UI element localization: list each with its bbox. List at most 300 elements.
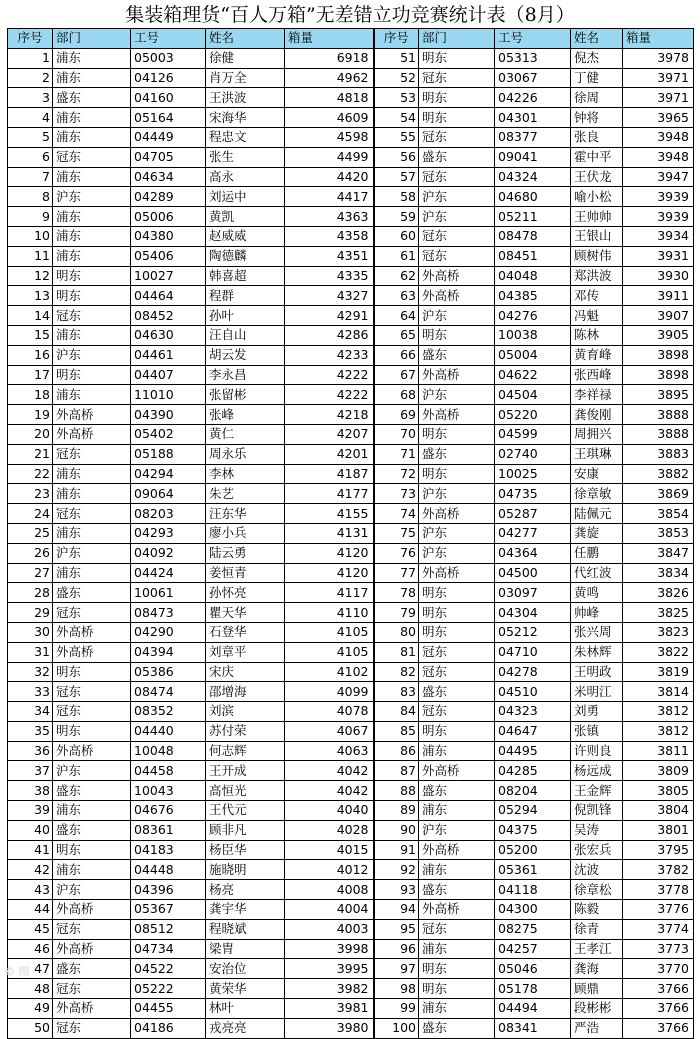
cell-seq: 27 xyxy=(8,563,53,583)
table-row xyxy=(8,48,694,68)
cell-qty: 3774 xyxy=(623,919,694,939)
cell-dept: 冠东 xyxy=(53,682,131,702)
cell-seq: 64 xyxy=(374,306,419,326)
cell-dept: 浦东 xyxy=(53,246,131,266)
cell-name: 廖小兵 xyxy=(206,523,285,543)
cell-seq: 97 xyxy=(374,959,419,979)
cell-qty: 4201 xyxy=(285,444,374,464)
cell-dept: 盛东 xyxy=(53,959,131,979)
cell-dept: 外高桥 xyxy=(419,286,495,306)
cell-name: 许则良 xyxy=(571,741,623,761)
table-row xyxy=(8,167,694,187)
cell-qty: 3939 xyxy=(623,207,694,227)
cell-dept: 明东 xyxy=(53,365,131,385)
table-row xyxy=(8,226,694,246)
cell-qty: 3981 xyxy=(285,999,374,1019)
cell-dept: 冠东 xyxy=(53,702,131,722)
cell-id: 04461 xyxy=(131,345,206,365)
cell-name: 郑洪波 xyxy=(571,266,623,286)
cell-seq: 46 xyxy=(8,939,53,959)
cell-name: 戎亮亮 xyxy=(206,1018,285,1038)
cell-name: 黄荣华 xyxy=(206,979,285,999)
cell-name: 杨臣华 xyxy=(206,840,285,860)
cell-qty: 4155 xyxy=(285,504,374,524)
cell-dept: 外高桥 xyxy=(419,563,495,583)
cell-dept: 盛东 xyxy=(53,88,131,108)
cell-id: 04294 xyxy=(131,464,206,484)
cell-id: 04226 xyxy=(495,88,571,108)
cell-name: 李永昌 xyxy=(206,365,285,385)
cell-name: 安治位 xyxy=(206,959,285,979)
cell-dept: 外高桥 xyxy=(419,840,495,860)
cell-seq: 2 xyxy=(8,68,53,88)
cell-name: 周拥兴 xyxy=(571,424,623,444)
cell-dept: 外高桥 xyxy=(419,761,495,781)
cell-seq: 96 xyxy=(374,939,419,959)
cell-seq: 57 xyxy=(374,167,419,187)
cell-qty: 4067 xyxy=(285,721,374,741)
cell-id: 05188 xyxy=(131,444,206,464)
cell-name: 石登华 xyxy=(206,622,285,642)
cell-seq: 6 xyxy=(8,147,53,167)
cell-seq: 25 xyxy=(8,523,53,543)
cell-qty: 3801 xyxy=(623,820,694,840)
cell-id: 03067 xyxy=(495,68,571,88)
cell-id: 04293 xyxy=(131,523,206,543)
cell-id: 04705 xyxy=(131,147,206,167)
cell-qty: 4105 xyxy=(285,642,374,662)
cell-dept: 冠东 xyxy=(53,147,131,167)
cell-id: 05178 xyxy=(495,979,571,999)
table-row xyxy=(8,761,694,781)
cell-id: 11010 xyxy=(131,385,206,405)
cell-id: 08474 xyxy=(131,682,206,702)
cell-id: 05386 xyxy=(131,662,206,682)
cell-id: 04734 xyxy=(131,939,206,959)
cell-name: 钟将 xyxy=(571,108,623,128)
cell-id: 04290 xyxy=(131,622,206,642)
cell-dept: 沪东 xyxy=(419,820,495,840)
cell-qty: 4291 xyxy=(285,306,374,326)
cell-seq: 24 xyxy=(8,504,53,524)
cell-seq: 62 xyxy=(374,266,419,286)
cell-qty: 4028 xyxy=(285,820,374,840)
cell-qty: 3907 xyxy=(623,306,694,326)
cell-id: 04622 xyxy=(495,365,571,385)
cell-id: 08275 xyxy=(495,919,571,939)
cell-name: 冯魁 xyxy=(571,306,623,326)
cell-dept: 外高桥 xyxy=(53,939,131,959)
cell-name: 徐周 xyxy=(571,88,623,108)
cell-id: 09064 xyxy=(131,484,206,504)
cell-name: 龚海 xyxy=(571,959,623,979)
table-row xyxy=(8,187,694,207)
cell-seq: 87 xyxy=(374,761,419,781)
cell-seq: 55 xyxy=(374,127,419,147)
cell-qty: 4015 xyxy=(285,840,374,860)
cell-dept: 浦东 xyxy=(53,385,131,405)
cell-name: 孙怀亮 xyxy=(206,583,285,603)
cell-seq: 34 xyxy=(8,702,53,722)
cell-name: 徐青 xyxy=(571,919,623,939)
cell-qty: 4042 xyxy=(285,781,374,801)
cell-id: 10027 xyxy=(131,266,206,286)
cell-qty: 3931 xyxy=(623,246,694,266)
cell-id: 04448 xyxy=(131,860,206,880)
cell-dept: 浦东 xyxy=(53,523,131,543)
table-row xyxy=(8,365,694,385)
cell-dept: 明东 xyxy=(419,721,495,741)
table-row xyxy=(8,68,694,88)
cell-id: 04424 xyxy=(131,563,206,583)
cell-dept: 冠东 xyxy=(53,444,131,464)
cell-id: 10043 xyxy=(131,781,206,801)
cell-name: 龚宇华 xyxy=(206,900,285,920)
cell-id: 08473 xyxy=(131,603,206,623)
cell-qty: 3766 xyxy=(623,979,694,999)
cell-dept: 外高桥 xyxy=(419,900,495,920)
table-row xyxy=(8,820,694,840)
cell-dept: 浦东 xyxy=(53,68,131,88)
header-name: 姓名 xyxy=(206,29,285,49)
cell-id: 04634 xyxy=(131,167,206,187)
cell-id: 08478 xyxy=(495,226,571,246)
cell-dept: 明东 xyxy=(53,286,131,306)
cell-id: 04494 xyxy=(495,999,571,1019)
cell-seq: 51 xyxy=(374,48,419,68)
cell-name: 严浩 xyxy=(571,1018,623,1038)
cell-name: 刘章平 xyxy=(206,642,285,662)
cell-qty: 4105 xyxy=(285,622,374,642)
cell-dept: 沪东 xyxy=(419,207,495,227)
cell-id: 09041 xyxy=(495,147,571,167)
cell-id: 03097 xyxy=(495,583,571,603)
cell-dept: 冠东 xyxy=(419,68,495,88)
cell-dept: 冠东 xyxy=(419,919,495,939)
cell-dept: 外高桥 xyxy=(53,900,131,920)
cell-qty: 4417 xyxy=(285,187,374,207)
cell-qty: 4012 xyxy=(285,860,374,880)
table-row xyxy=(8,207,694,227)
cell-id: 05046 xyxy=(495,959,571,979)
cell-seq: 76 xyxy=(374,543,419,563)
cell-dept: 盛东 xyxy=(53,820,131,840)
cell-dept: 明东 xyxy=(419,325,495,345)
cell-seq: 74 xyxy=(374,504,419,524)
cell-seq: 40 xyxy=(8,820,53,840)
cell-name: 杨亮 xyxy=(206,880,285,900)
cell-name: 王银山 xyxy=(571,226,623,246)
cell-dept: 外高桥 xyxy=(53,642,131,662)
table-row xyxy=(8,444,694,464)
cell-name: 张生 xyxy=(206,147,285,167)
cell-name: 代红波 xyxy=(571,563,623,583)
cell-dept: 沪东 xyxy=(419,385,495,405)
cell-qty: 3795 xyxy=(623,840,694,860)
cell-dept: 盛东 xyxy=(419,781,495,801)
cell-qty: 3778 xyxy=(623,880,694,900)
cell-id: 05200 xyxy=(495,840,571,860)
cell-dept: 外高桥 xyxy=(419,504,495,524)
cell-name: 姜恒青 xyxy=(206,563,285,583)
cell-seq: 63 xyxy=(374,286,419,306)
table-row xyxy=(8,306,694,326)
cell-dept: 明东 xyxy=(419,603,495,623)
header-qty: 箱量 xyxy=(285,29,374,49)
table-row xyxy=(8,1018,694,1038)
cell-seq: 35 xyxy=(8,721,53,741)
cell-qty: 3854 xyxy=(623,504,694,524)
cell-seq: 8 xyxy=(8,187,53,207)
cell-dept: 冠东 xyxy=(419,167,495,187)
table-row xyxy=(8,424,694,444)
table-row xyxy=(8,127,694,147)
cell-qty: 4363 xyxy=(285,207,374,227)
cell-qty: 3809 xyxy=(623,761,694,781)
cell-id: 05004 xyxy=(495,345,571,365)
cell-id: 08452 xyxy=(131,306,206,326)
header-seq: 序号 xyxy=(8,29,53,49)
cell-qty: 3770 xyxy=(623,959,694,979)
cell-qty: 4120 xyxy=(285,563,374,583)
cell-dept: 外高桥 xyxy=(53,999,131,1019)
cell-qty: 4003 xyxy=(285,919,374,939)
cell-dept: 盛东 xyxy=(419,880,495,900)
cell-seq: 49 xyxy=(8,999,53,1019)
cell-seq: 59 xyxy=(374,207,419,227)
table-row xyxy=(8,979,694,999)
cell-dept: 明东 xyxy=(53,840,131,860)
cell-dept: 沪东 xyxy=(53,345,131,365)
cell-id: 10048 xyxy=(131,741,206,761)
cell-qty: 4420 xyxy=(285,167,374,187)
cell-qty: 4008 xyxy=(285,880,374,900)
cell-dept: 外高桥 xyxy=(53,741,131,761)
cell-seq: 94 xyxy=(374,900,419,920)
cell-id: 08451 xyxy=(495,246,571,266)
cell-qty: 3822 xyxy=(623,642,694,662)
cell-seq: 90 xyxy=(374,820,419,840)
cell-name: 丁健 xyxy=(571,68,623,88)
cell-id: 04304 xyxy=(495,603,571,623)
cell-name: 汪东华 xyxy=(206,504,285,524)
cell-qty: 3869 xyxy=(623,484,694,504)
cell-dept: 明东 xyxy=(419,622,495,642)
cell-dept: 冠东 xyxy=(53,603,131,623)
cell-qty: 4063 xyxy=(285,741,374,761)
cell-qty: 3947 xyxy=(623,167,694,187)
cell-qty: 3898 xyxy=(623,345,694,365)
cell-id: 04495 xyxy=(495,741,571,761)
header-dept: 部门 xyxy=(53,29,131,49)
cell-seq: 69 xyxy=(374,405,419,425)
cell-id: 10038 xyxy=(495,325,571,345)
cell-name: 顾树伟 xyxy=(571,246,623,266)
table-row xyxy=(8,504,694,524)
cell-name: 王伏龙 xyxy=(571,167,623,187)
cell-seq: 83 xyxy=(374,682,419,702)
cell-seq: 52 xyxy=(374,68,419,88)
cell-dept: 浦东 xyxy=(53,226,131,246)
cell-name: 宋海华 xyxy=(206,108,285,128)
cell-dept: 盛东 xyxy=(419,444,495,464)
cell-name: 王开成 xyxy=(206,761,285,781)
table-row xyxy=(8,583,694,603)
cell-dept: 明东 xyxy=(419,979,495,999)
cell-name: 汪自山 xyxy=(206,325,285,345)
cell-name: 王琪琳 xyxy=(571,444,623,464)
cell-name: 倪杰 xyxy=(571,48,623,68)
cell-qty: 4609 xyxy=(285,108,374,128)
cell-name: 高永 xyxy=(206,167,285,187)
cell-seq: 50 xyxy=(8,1018,53,1038)
cell-name: 张镇 xyxy=(571,721,623,741)
cell-dept: 沪东 xyxy=(53,761,131,781)
table-row xyxy=(8,781,694,801)
table-row xyxy=(8,563,694,583)
cell-dept: 冠东 xyxy=(419,702,495,722)
cell-seq: 29 xyxy=(8,603,53,623)
header-seq: 序号 xyxy=(374,29,419,49)
cell-name: 顾非凡 xyxy=(206,820,285,840)
cell-id: 08361 xyxy=(131,820,206,840)
cell-name: 徐章敏 xyxy=(571,484,623,504)
header-dept: 部门 xyxy=(419,29,495,49)
cell-seq: 68 xyxy=(374,385,419,405)
cell-dept: 明东 xyxy=(419,48,495,68)
cell-name: 胡云发 xyxy=(206,345,285,365)
cell-name: 黄仁 xyxy=(206,424,285,444)
cell-name: 陆云勇 xyxy=(206,543,285,563)
cell-name: 朱林辉 xyxy=(571,642,623,662)
table-row xyxy=(8,246,694,266)
cell-id: 04278 xyxy=(495,662,571,682)
cell-name: 王孝江 xyxy=(571,939,623,959)
table-row xyxy=(8,801,694,821)
cell-name: 孙叶 xyxy=(206,306,285,326)
cell-id: 05211 xyxy=(495,207,571,227)
cell-seq: 92 xyxy=(374,860,419,880)
cell-dept: 沪东 xyxy=(419,306,495,326)
cell-id: 05222 xyxy=(131,979,206,999)
cell-qty: 3888 xyxy=(623,424,694,444)
cell-id: 04396 xyxy=(131,880,206,900)
cell-seq: 31 xyxy=(8,642,53,662)
cell-dept: 外高桥 xyxy=(53,622,131,642)
cell-id: 05367 xyxy=(131,900,206,920)
cell-name: 王明政 xyxy=(571,662,623,682)
cell-name: 张峰 xyxy=(206,405,285,425)
table-row xyxy=(8,622,694,642)
cell-dept: 浦东 xyxy=(53,484,131,504)
cell-name: 杨远成 xyxy=(571,761,623,781)
cell-id: 04257 xyxy=(495,939,571,959)
cell-qty: 3948 xyxy=(623,147,694,167)
cell-name: 龚旋 xyxy=(571,523,623,543)
cell-id: 04510 xyxy=(495,682,571,702)
cell-dept: 浦东 xyxy=(53,860,131,880)
cell-qty: 4358 xyxy=(285,226,374,246)
table-row xyxy=(8,860,694,880)
cell-id: 05294 xyxy=(495,801,571,821)
cell-name: 安康 xyxy=(571,464,623,484)
cell-seq: 65 xyxy=(374,325,419,345)
cell-dept: 明东 xyxy=(419,424,495,444)
cell-dept: 浦东 xyxy=(53,48,131,68)
cell-id: 04440 xyxy=(131,721,206,741)
table-row xyxy=(8,959,694,979)
cell-qty: 4218 xyxy=(285,405,374,425)
cell-name: 王金辉 xyxy=(571,781,623,801)
cell-name: 黄鸣 xyxy=(571,583,623,603)
cell-dept: 浦东 xyxy=(53,801,131,821)
cell-seq: 11 xyxy=(8,246,53,266)
cell-seq: 17 xyxy=(8,365,53,385)
cell-seq: 38 xyxy=(8,781,53,801)
cell-seq: 75 xyxy=(374,523,419,543)
cell-dept: 沪东 xyxy=(53,187,131,207)
cell-seq: 72 xyxy=(374,464,419,484)
cell-qty: 4335 xyxy=(285,266,374,286)
cell-id: 04458 xyxy=(131,761,206,781)
cell-qty: 3895 xyxy=(623,385,694,405)
cell-seq: 3 xyxy=(8,88,53,108)
cell-id: 04647 xyxy=(495,721,571,741)
cell-seq: 7 xyxy=(8,167,53,187)
cell-dept: 冠东 xyxy=(53,919,131,939)
cell-dept: 沪东 xyxy=(53,543,131,563)
cell-qty: 3965 xyxy=(623,108,694,128)
cell-qty: 3971 xyxy=(623,68,694,88)
cell-dept: 外高桥 xyxy=(53,405,131,425)
cell-qty: 3948 xyxy=(623,127,694,147)
cell-qty: 4351 xyxy=(285,246,374,266)
cell-dept: 外高桥 xyxy=(53,424,131,444)
cell-seq: 77 xyxy=(374,563,419,583)
table-row xyxy=(8,900,694,920)
cell-dept: 冠东 xyxy=(419,662,495,682)
cell-seq: 14 xyxy=(8,306,53,326)
cell-id: 04301 xyxy=(495,108,571,128)
cell-name: 程忠文 xyxy=(206,127,285,147)
header-id: 工号 xyxy=(495,29,571,49)
cell-id: 04735 xyxy=(495,484,571,504)
table-row xyxy=(8,642,694,662)
cell-seq: 32 xyxy=(8,662,53,682)
cell-id: 04464 xyxy=(131,286,206,306)
table-row xyxy=(8,702,694,722)
cell-name: 陆佩元 xyxy=(571,504,623,524)
cell-dept: 冠东 xyxy=(53,1018,131,1038)
cell-name: 米明江 xyxy=(571,682,623,702)
cell-qty: 4078 xyxy=(285,702,374,722)
cell-qty: 3826 xyxy=(623,583,694,603)
cell-name: 张兴周 xyxy=(571,622,623,642)
cell-id: 05402 xyxy=(131,424,206,444)
cell-dept: 沪东 xyxy=(419,484,495,504)
cell-seq: 15 xyxy=(8,325,53,345)
cell-seq: 86 xyxy=(374,741,419,761)
cell-id: 04449 xyxy=(131,127,206,147)
table-row xyxy=(8,603,694,623)
table-row xyxy=(8,999,694,1019)
cell-seq: 88 xyxy=(374,781,419,801)
cell-id: 04289 xyxy=(131,187,206,207)
cell-dept: 冠东 xyxy=(419,226,495,246)
cell-name: 高恒光 xyxy=(206,781,285,801)
table-row xyxy=(8,880,694,900)
table-row xyxy=(8,147,694,167)
